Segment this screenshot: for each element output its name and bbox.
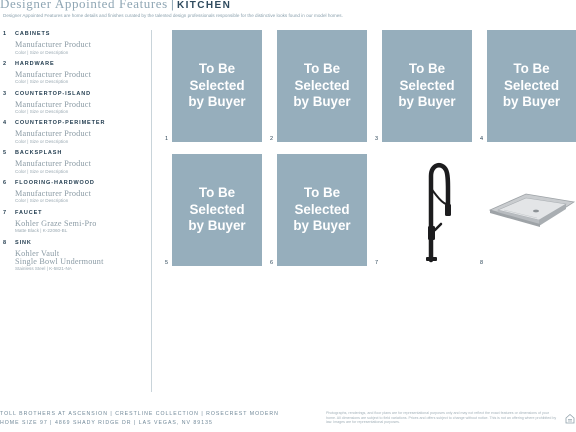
page-header xyxy=(0,0,576,13)
spec-number: 1 xyxy=(3,31,7,37)
spec-category: SINK xyxy=(15,239,32,246)
footer-address xyxy=(0,410,279,428)
tile-number: 7 xyxy=(375,260,379,266)
spec-item-countertop-perimeter xyxy=(3,120,151,150)
spec-product: Manufacturer Product xyxy=(15,159,92,169)
placeholder-text: To Be Selected by Buyer xyxy=(502,60,561,110)
spec-product: Manufacturer Product xyxy=(15,99,92,109)
spec-category: COUNTERTOP-ISLAND xyxy=(15,90,92,97)
spec-item-faucet xyxy=(3,210,151,240)
placeholder-tile-countertop-island xyxy=(382,30,472,142)
faucet-image xyxy=(382,154,474,266)
spec-category: FLOORING-HARDWOOD xyxy=(15,179,95,186)
spec-detail: Color | Size or Description xyxy=(15,168,69,174)
spec-item-cabinets xyxy=(3,31,151,61)
spec-number: 4 xyxy=(3,120,7,127)
spec-item-backsplash xyxy=(3,150,151,180)
spec-number: 5 xyxy=(3,150,7,157)
placeholder-text: To Be Selected by Buyer xyxy=(398,60,456,110)
spec-product: Manufacturer Product xyxy=(15,69,92,79)
spec-product: Manufacturer Product xyxy=(15,129,92,139)
tile-number: 1 xyxy=(165,136,169,142)
spec-product: Manufacturer Product xyxy=(15,40,92,49)
sink-image xyxy=(486,154,576,266)
placeholder-text: To Be Selected by Buyer xyxy=(188,60,246,110)
spec-product: Manufacturer Product xyxy=(15,188,92,198)
footer-home-address: HOME SIZE 97 | 4869 SHADY RIDGE DR | LAS VEGAS, NV 89135 xyxy=(0,420,213,426)
placeholder-tile-flooring-hardwood xyxy=(277,154,367,266)
tile-number: 8 xyxy=(480,260,484,266)
spec-category: BACKSPLASH xyxy=(15,150,63,157)
tile-number: 5 xyxy=(165,260,169,266)
spec-list xyxy=(3,31,151,272)
spec-category: HARDWARE xyxy=(15,60,55,67)
spec-number: 2 xyxy=(3,60,7,67)
placeholder-tile-hardware xyxy=(277,30,367,142)
spec-item-countertop-island xyxy=(3,91,151,121)
spec-detail: Matte Black | K-22060-BL xyxy=(15,228,68,234)
spec-category: FAUCET xyxy=(15,209,43,216)
spec-category: COUNTERTOP-PERIMETER xyxy=(15,120,106,127)
spec-detail: Stainless Steel | K-5821-NA xyxy=(15,266,72,272)
spec-item-sink xyxy=(3,240,151,270)
spec-detail: Color | Size or Description xyxy=(15,138,69,144)
placeholder-text: To Be Selected by Buyer xyxy=(293,60,351,110)
placeholder-text: To Be Selected by Buyer xyxy=(188,184,246,234)
spec-detail: Color | Size or Description xyxy=(15,49,69,55)
title-separator: | xyxy=(170,0,174,11)
placeholder-tile-countertop-perimeter xyxy=(487,30,576,142)
spec-product: Kohler Vault xyxy=(15,248,60,258)
placeholder-tile-cabinets xyxy=(172,30,262,142)
spec-detail: Color | Size or Description xyxy=(15,198,69,204)
spec-item-flooring-hardwood xyxy=(3,180,151,210)
page-title: Designer Appointed Features xyxy=(0,0,168,11)
room-name: KITCHEN xyxy=(176,0,232,11)
equal-housing-icon xyxy=(565,413,575,424)
spec-item-hardware xyxy=(3,61,151,91)
spec-product: Kohler Graze Semi-Pro xyxy=(15,218,97,228)
column-divider xyxy=(151,30,152,392)
tile-number: 6 xyxy=(270,260,274,266)
placeholder-text: To Be Selected by Buyer xyxy=(293,184,351,234)
tile-number: 2 xyxy=(270,136,274,142)
sink-icon xyxy=(486,180,576,240)
spec-detail: Color | Size or Description xyxy=(15,109,69,115)
tile-number: 4 xyxy=(480,136,484,142)
spec-number: 8 xyxy=(3,239,7,246)
intro-text: Designer Appointed Features are home details and finishes curated by the talented design professionals responsible for the distinctive looks found in our model homes. xyxy=(3,13,343,18)
footer-disclaimer: Photographs, renderings, and floor plans are for representational purposes only and may not reflect the exact features or dimensions of your home. All dimensions are subject to field variations. Prices and offers subject to change without notice. This is not an offering where prohibited by law. Images are for representational purposes. xyxy=(326,411,557,425)
footer-community: TOLL BROTHERS AT ASCENSION | CRESTLINE COLLECTION | ROSECREST MODERN xyxy=(0,411,279,417)
spec-product-line2: Single Bowl Undermount xyxy=(15,257,104,267)
faucet-icon xyxy=(398,154,458,266)
spec-number: 6 xyxy=(3,179,7,186)
placeholder-tile-backsplash xyxy=(172,154,262,266)
spec-number: 3 xyxy=(3,90,7,97)
spec-number: 7 xyxy=(3,209,7,216)
spec-detail: Color | Size or Description xyxy=(15,79,69,85)
spec-category: CABINETS xyxy=(15,31,51,37)
tile-number: 3 xyxy=(375,136,379,142)
